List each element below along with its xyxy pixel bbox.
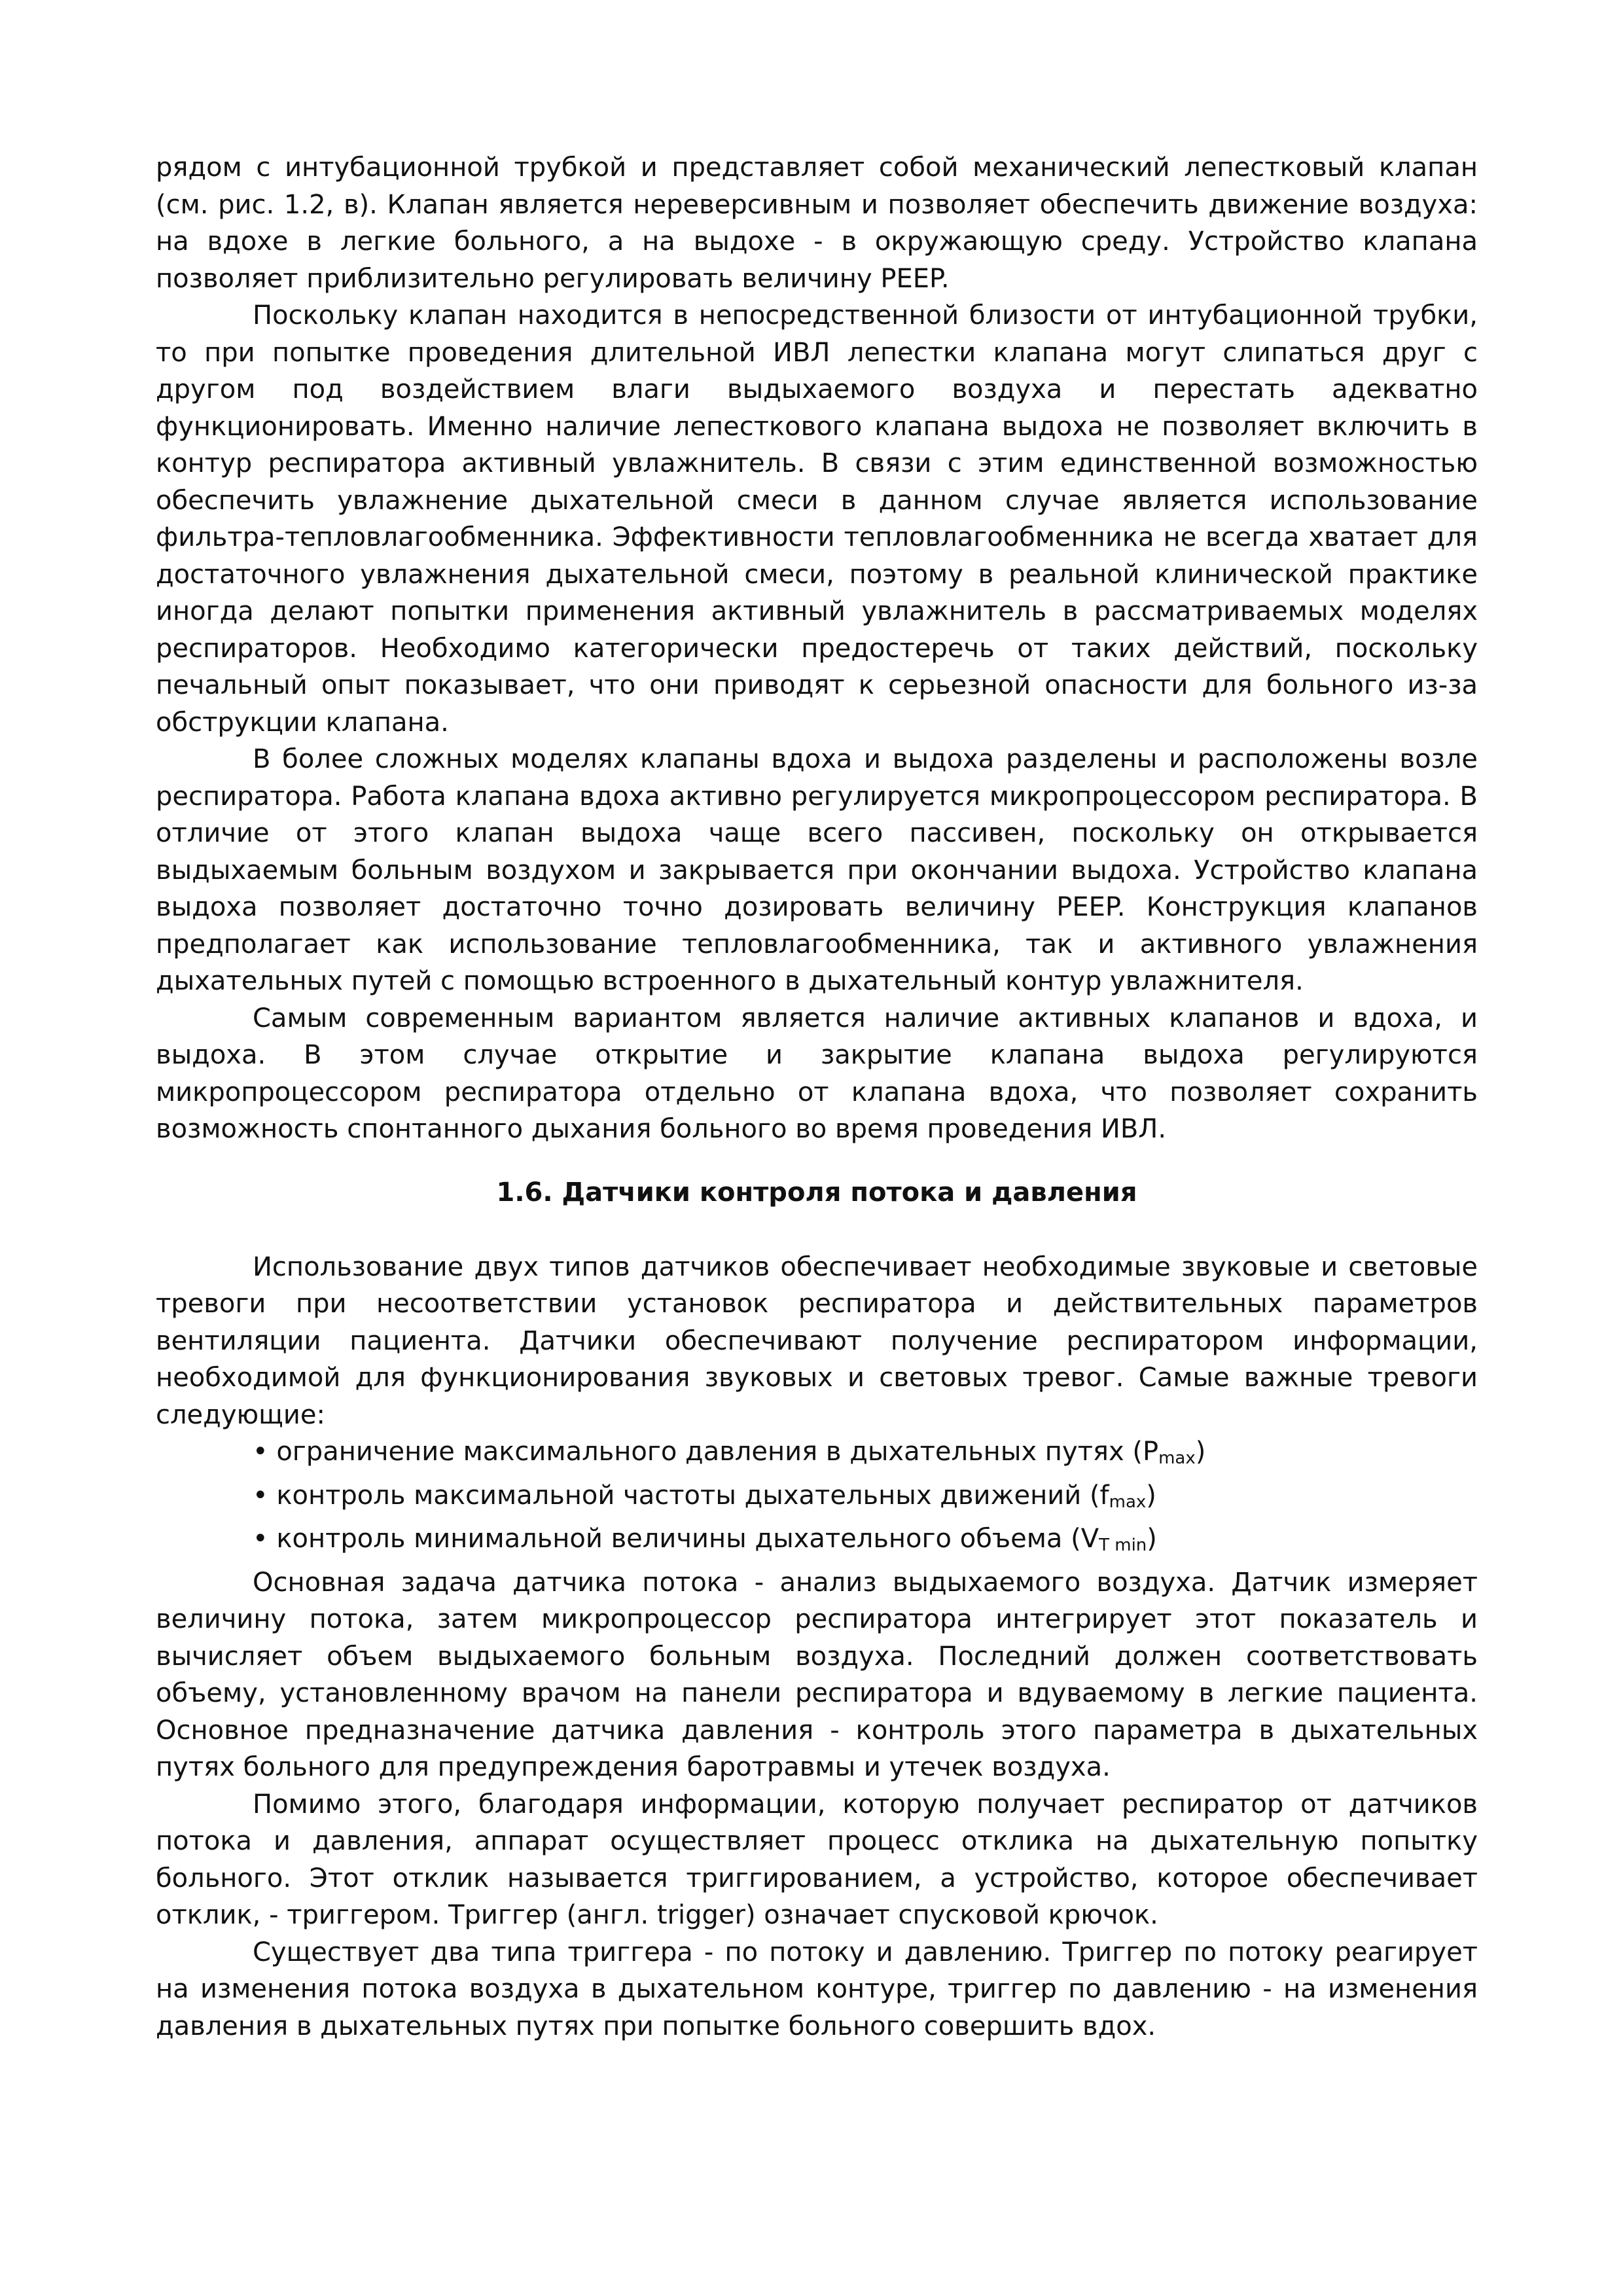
bullet-icon: • — [253, 1524, 268, 1554]
paragraph-trigger-types: Существует два типа триггера - по потоку и давлению. Триггер по потоку реагирует на изменения потока воздуха в дыхательном контуре, триггер по давлению - на изменения давления в дыхательных путях при попытке больного совершить вдох. — [156, 1937, 1478, 2041]
list-item: • ограничение максимального давления в дыхательных путях (Pmax) — [253, 1437, 1206, 1468]
paragraph-valve-sticking: Поскольку клапан находится в непосредственной близости от интубационной трубки, то при попытке проведения длительной ИВЛ лепестки клапана могут слипаться друг с другом под воздействием влаги выдыхаемого воздуха и перестать адекватно функционировать. Именно наличие лепесткового клапана выдоха не позволяет включить в контур респиратора активный увлажнитель. В связи с этим единственной возможностью обеспечить увлажнение дыхательной смеси в данном случае является использование фильтра-тепловлагообменника. Эффективности тепловлагообменника не всегда хватает для достаточного увлажнения дыхательной смеси, поэтому в реальной клинической практике иногда делают попытки применения активный увлажнитель в рассматриваемых моделях респираторов. Необходимо категорически предостеречь от таких действий, поскольку печальный опыт показывает, что они приводят к серьезной опасности для больного из-за обструкции клапана. — [156, 300, 1478, 738]
document-page — [156, 149, 1478, 2045]
paragraph-flow-sensor: Основная задача датчика потока - анализ выдыхаемого воздуха. Датчик измеряет величину потока, затем микропроцессор респиратора интегрирует этот показатель и вычисляет объем выдыхаемого больным воздуха. Последний должен соответствовать объему, установленному врачом на панели респиратора и вдуваемому в легкие пациента. Основное предназначение датчика давления - контроль этого параметра в дыхательных путях больного для предупреждения баротравмы и утечек воздуха. — [156, 1567, 1478, 1782]
list-item: • контроль максимальной частоты дыхательных движений (fmax) — [253, 1480, 1156, 1512]
paragraph-triggering: Помимо этого, благодаря информации, которую получает респиратор от датчиков потока и давления, аппарат осуществляет процесс отклика на дыхательную попытку больного. Этот отклик называется триггированием, а устройство, которое обеспечивает отклик, - триггером. Триггер (англ. trigger) означает спусковой крючок. — [156, 1789, 1478, 1930]
bullet-icon: • — [253, 1437, 268, 1467]
bullet-icon: • — [253, 1480, 268, 1511]
list-item: • контроль минимальной величины дыхательного объема (VT min) — [253, 1524, 1157, 1555]
paragraph-complex-models: В более сложных моделях клапаны вдоха и выдоха разделены и расположены возле респиратора. Работа клапана вдоха активно регулируется микропроцессором респиратора. В отличие от этого клапан выдоха чаще всего пассивен, поскольку он открывается выдыхаемым больным воздухом и закрывается при окончании выдоха. Устройство клапана выдоха позволяет достаточно точно дозировать величину PEEP. Конструкция клапанов предполагает как использование тепловлагообменника, так и активного увлажнения дыхательных путей с помощью встроенного в дыхательный контур увлажнителя. — [156, 744, 1478, 996]
paragraph-valve-description: рядом с интубационной трубкой и представляет собой механический лепестковый клапан (см. рис. 1.2, в). Клапан является нереверсивным и позволяет обеспечить движение воздуха: на вдохе в легкие больного, а на выдохе - в окружающую среду. Устройство клапана позволяет приблизительно регулировать величину PEEP. — [156, 152, 1478, 294]
paragraph-sensors-intro: Использование двух типов датчиков обеспечивает необходимые звуковые и световые тревоги при несоответствии установок респиратора и действительных параметров вентиляции пациента. Датчики обеспечивают получение респиратором информации, необходимой для функционирования звуковых и световых тревог. Самые важные тревоги следующие: — [156, 1251, 1478, 1430]
alarm-list — [156, 1433, 1478, 1564]
section-heading: 1.6. Датчики контроля потока и давления — [496, 1177, 1137, 1208]
paragraph-active-valves: Самым современным вариантом является наличие активных клапанов и вдоха, и выдоха. В этом случае открытие и закрытие клапана выдоха регулируются микропроцессором респиратора отдельно от клапана вдоха, что позволяет сохранить возможность спонтанного дыхания больного во время проведения ИВЛ. — [156, 1003, 1478, 1144]
